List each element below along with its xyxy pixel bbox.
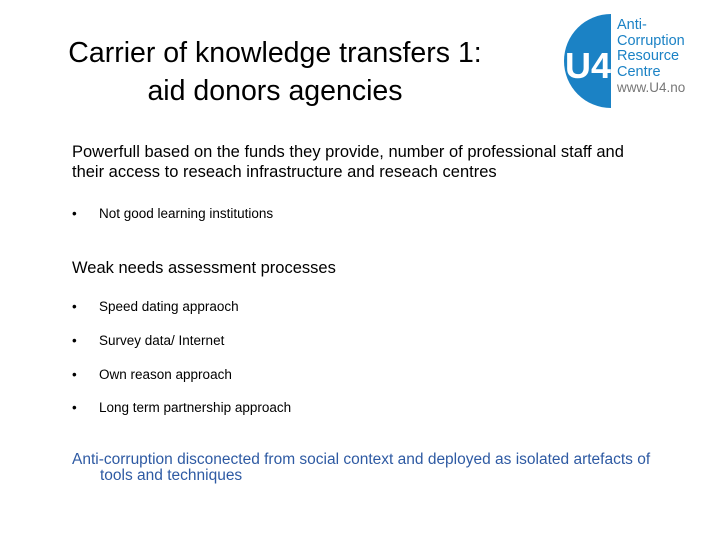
- list-item-text: Survey data/ Internet: [99, 333, 225, 348]
- title-line-1: Carrier of knowledge transfers 1:: [68, 37, 482, 69]
- logo-line-4: Centre: [617, 63, 661, 80]
- paragraph-3-line-2: tools and techniques: [100, 467, 243, 484]
- logo-line-3: Resource: [617, 48, 680, 65]
- paragraph-funding: Powerfull based on the funds they provide, number of professional staff and their access to reseach infrastructure and reseach centres: [72, 143, 624, 181]
- list-item-text: Speed dating appraoch: [99, 299, 239, 314]
- bullet-glyph: •: [72, 299, 77, 314]
- paragraph-needs-assessment: Weak needs assessment processes: [72, 259, 336, 277]
- bullet-glyph: •: [72, 367, 77, 382]
- list-item-text: Own reason approach: [99, 367, 232, 382]
- title-line-2: aid donors agencies: [147, 75, 403, 107]
- logo-line-1: Anti-: [617, 17, 647, 33]
- bullet-glyph: •: [72, 206, 77, 221]
- logo-mark-text: U4: [565, 45, 612, 86]
- logo-wordmark: [617, 18, 685, 96]
- list-item-text: Not good learning institutions: [99, 206, 274, 221]
- bullet-glyph: •: [72, 333, 77, 348]
- logo-url: www.U4.no: [617, 80, 686, 96]
- paragraph-anti-corruption: [72, 452, 682, 484]
- list-item-text: Long term partnership approach: [99, 400, 292, 415]
- bullet-glyph: •: [72, 400, 77, 415]
- paragraph-3-line-1: Anti-corruption disconected from social context and deployed as isolated artefacts of: [72, 451, 651, 468]
- logo-line-2: Corruption: [617, 32, 685, 49]
- slide-title: [20, 34, 530, 110]
